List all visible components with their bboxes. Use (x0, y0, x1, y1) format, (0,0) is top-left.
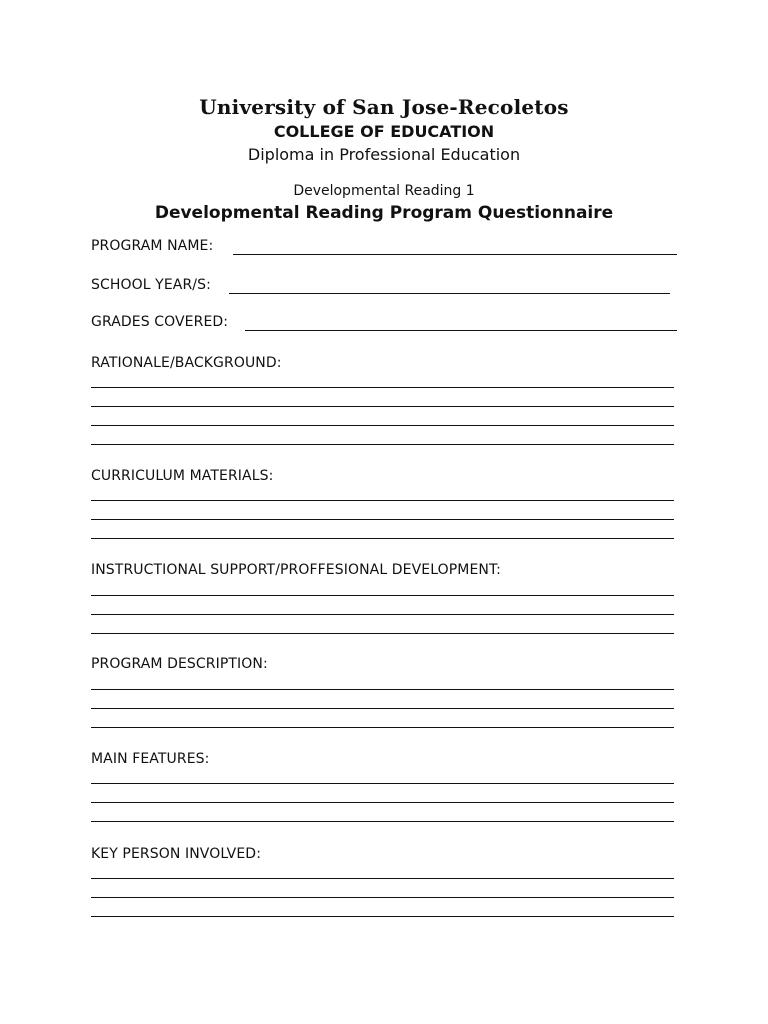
program-name-line[interactable] (233, 254, 677, 255)
key-person-label: KEY PERSON INVOLVED: (91, 846, 262, 862)
curriculum-line[interactable] (91, 538, 674, 539)
program-name-field[interactable] (91, 237, 677, 257)
instructional-support-line[interactable] (91, 633, 674, 634)
main-features-line[interactable] (91, 802, 674, 803)
instructional-support-line[interactable] (91, 595, 674, 596)
program-description-label: PROGRAM DESCRIPTION: (91, 656, 268, 672)
program-description-line[interactable] (91, 727, 674, 728)
program-name-heading: Diploma in Professional Education (247, 145, 521, 164)
course-name: Developmental Reading 1 (293, 183, 475, 199)
curriculum-line[interactable] (91, 500, 674, 501)
key-person-line[interactable] (91, 897, 674, 898)
grades-covered-label: GRADES COVERED: (91, 314, 229, 330)
main-features-line[interactable] (91, 821, 674, 822)
curriculum-label: CURRICULUM MATERIALS: (91, 468, 274, 484)
instructional-support-line[interactable] (91, 614, 674, 615)
rationale-line[interactable] (91, 387, 674, 388)
questionnaire-title: Developmental Reading Program Questionnaire (154, 203, 614, 223)
key-person-line[interactable] (91, 878, 674, 879)
main-features-line[interactable] (91, 783, 674, 784)
instructional-support-label: INSTRUCTIONAL SUPPORT/PROFFESIONAL DEVELOPMENT: (91, 562, 501, 578)
program-description-line[interactable] (91, 708, 674, 709)
grades-covered-field[interactable] (91, 313, 677, 333)
school-year-field[interactable] (91, 276, 670, 296)
college-name: COLLEGE OF EDUCATION (273, 122, 495, 141)
rationale-label: RATIONALE/BACKGROUND: (91, 355, 282, 371)
school-year-label: SCHOOL YEAR/S: (91, 277, 211, 293)
rationale-line[interactable] (91, 425, 674, 426)
program-description-line[interactable] (91, 689, 674, 690)
grades-covered-line[interactable] (245, 330, 677, 331)
key-person-line[interactable] (91, 916, 674, 917)
rationale-line[interactable] (91, 444, 674, 445)
rationale-line[interactable] (91, 406, 674, 407)
program-name-label: PROGRAM NAME: (91, 238, 214, 254)
school-year-line[interactable] (229, 293, 670, 294)
curriculum-line[interactable] (91, 519, 674, 520)
university-name: University of San Jose-Recoletos (199, 95, 569, 119)
main-features-label: MAIN FEATURES: (91, 751, 210, 767)
